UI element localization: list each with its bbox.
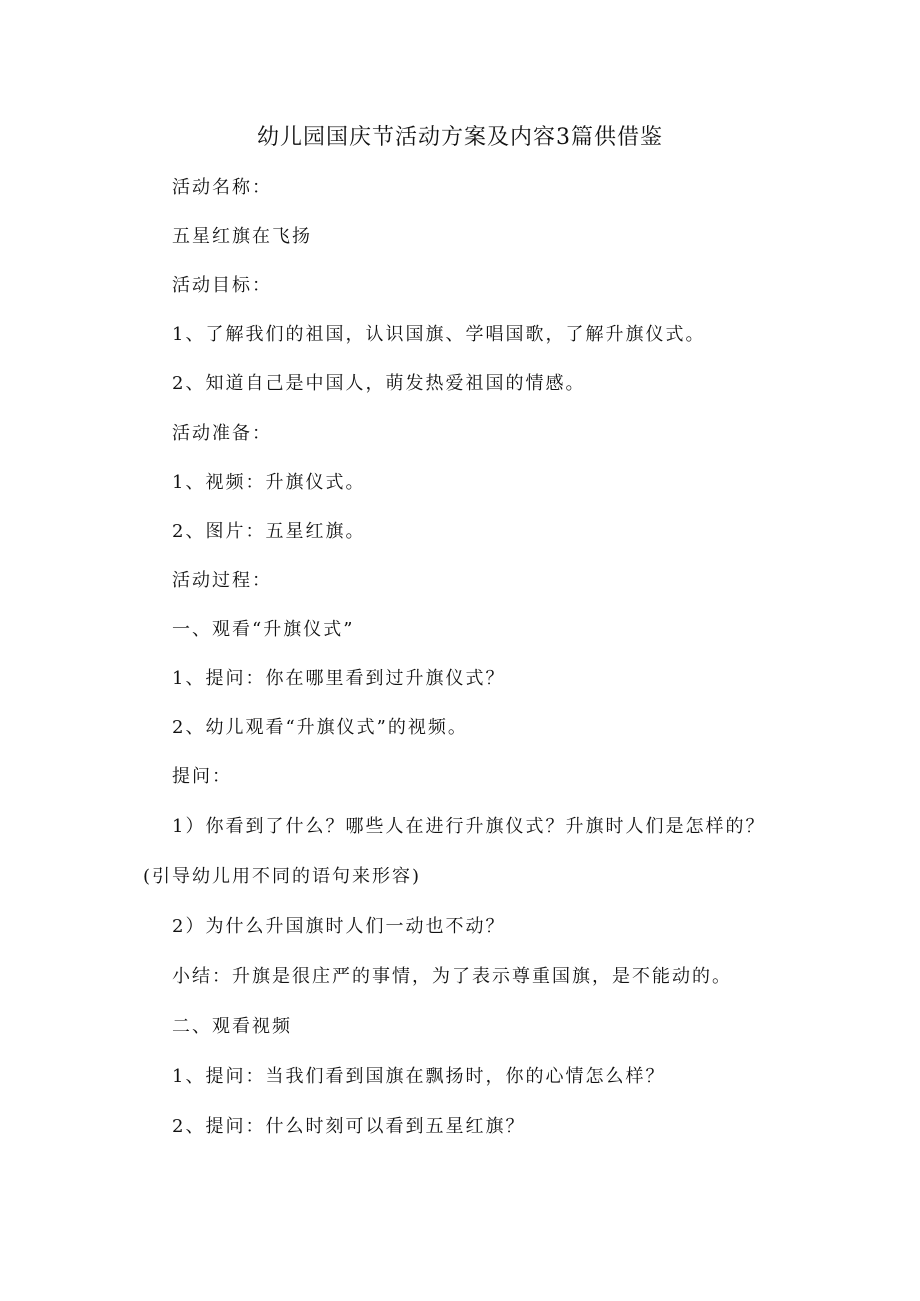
- paragraph-question-2: 2）为什么升国旗时人们一动也不动？: [172, 916, 506, 937]
- paragraph-section-1-item-1: 1、提问：你在哪里看到过升旗仪式？: [172, 668, 506, 689]
- paragraph-question-1: 1）你看到了什么？哪些人在进行升旗仪式？升旗时人们是怎样的？: [172, 816, 766, 837]
- paragraph-section-2-item-1: 1、提问：当我们看到国旗在飘扬时，你的心情怎么样？: [172, 1066, 666, 1087]
- paragraph-section-1-heading: 一、观看“升旗仪式”: [172, 619, 355, 640]
- paragraph-goal-2: 2、知道自己是中国人，萌发热爱祖国的情感。: [172, 373, 586, 394]
- document-title: 幼儿园国庆节活动方案及内容3篇供借鉴: [257, 125, 663, 150]
- paragraph-goal-1: 1、了解我们的祖国，认识国旗、学唱国歌，了解升旗仪式。: [172, 324, 706, 345]
- paragraph-activity-name: 五星红旗在飞扬: [172, 226, 312, 247]
- paragraph-process-label: 活动过程：: [172, 570, 272, 591]
- paragraph-activity-name-label: 活动名称：: [172, 177, 272, 198]
- paragraph-summary: 小结：升旗是很庄严的事情，为了表示尊重国旗，是不能动的。: [172, 966, 732, 987]
- paragraph-question-label: 提问：: [172, 766, 232, 787]
- paragraph-question-1-note: (引导幼儿用不同的语句来形容): [143, 866, 422, 887]
- paragraph-section-2-item-2: 2、提问：什么时刻可以看到五星红旗？: [172, 1116, 526, 1137]
- paragraph-activity-goals-label: 活动目标：: [172, 275, 272, 296]
- paragraph-preparation-2: 2、图片：五星红旗。: [172, 521, 366, 542]
- paragraph-preparation-label: 活动准备：: [172, 423, 272, 444]
- paragraph-section-2-heading: 二、观看视频: [172, 1016, 292, 1037]
- paragraph-section-1-item-2: 2、幼儿观看“升旗仪式”的视频。: [172, 717, 468, 738]
- paragraph-preparation-1: 1、视频：升旗仪式。: [172, 472, 366, 493]
